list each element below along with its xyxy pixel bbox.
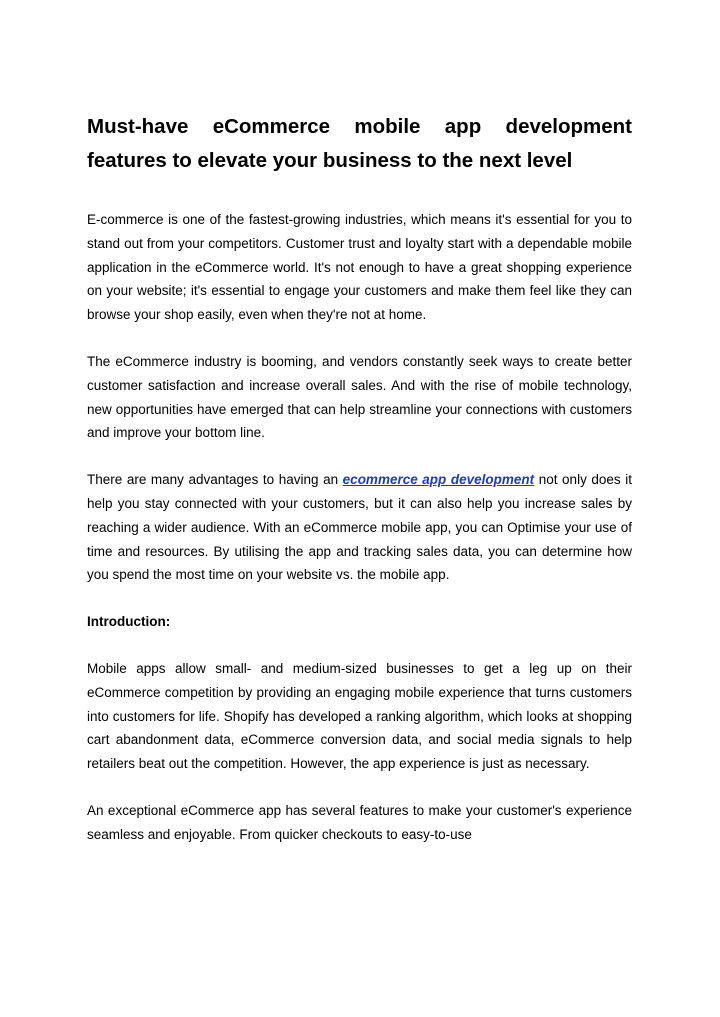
ecommerce-app-development-link[interactable]: ecommerce app development: [342, 472, 535, 488]
document-title: Must-have eCommerce mobile app development features to elevate your business to the next level: [87, 115, 632, 172]
paragraph-intro-1: E-commerce is one of the fastest-growing industries, which means it's essential for you to stand out from your competitors. Customer trust and loyalty start with a dependable mobile application in the eCommerce world. It's not enough to have a great shopping experience on your website; it's essential to engage your customers and make them feel like they can browse your shop easily, even when they're not at home.: [87, 212, 632, 323]
section-heading-introduction: Introduction:: [87, 614, 171, 630]
paragraph-advantages: [87, 468, 632, 587]
document-page: [87, 110, 632, 870]
paragraph-advantages-rest: not only does it help you stay connected with your customers, but it can also help you increase sales by reaching a wider audience. With an eCommerce mobile app, you can Optimise your use of time and resources. By utilising the app and tracking sales data, you can determine how you spend the most time on your website vs. the mobile app.: [87, 472, 632, 583]
paragraph-introduction-1: Mobile apps allow small- and medium-sized businesses to get a leg up on their eCommerce competition by providing an engaging mobile experience that turns customers into customers for life. Shopify has developed a ranking algorithm, which looks at shopping cart abandonment data, eCommerce conversion data, and social media signals to help retailers beat out the competition. However, the app experience is just as necessary.: [87, 660, 632, 772]
paragraph-advantages-lead: There are many advantages to having an: [87, 472, 343, 488]
paragraph-introduction-2: An exceptional eCommerce app has several features to make your customer's experience seamless and enjoyable. From quicker checkouts to easy-to-use: [87, 802, 632, 842]
paragraph-intro-2: The eCommerce industry is booming, and vendors constantly seek ways to create better customer satisfaction and increase overall sales. And with the rise of mobile technology, new opportunities have emerged that can help streamline your connections with customers and improve your bottom line.: [87, 353, 632, 441]
